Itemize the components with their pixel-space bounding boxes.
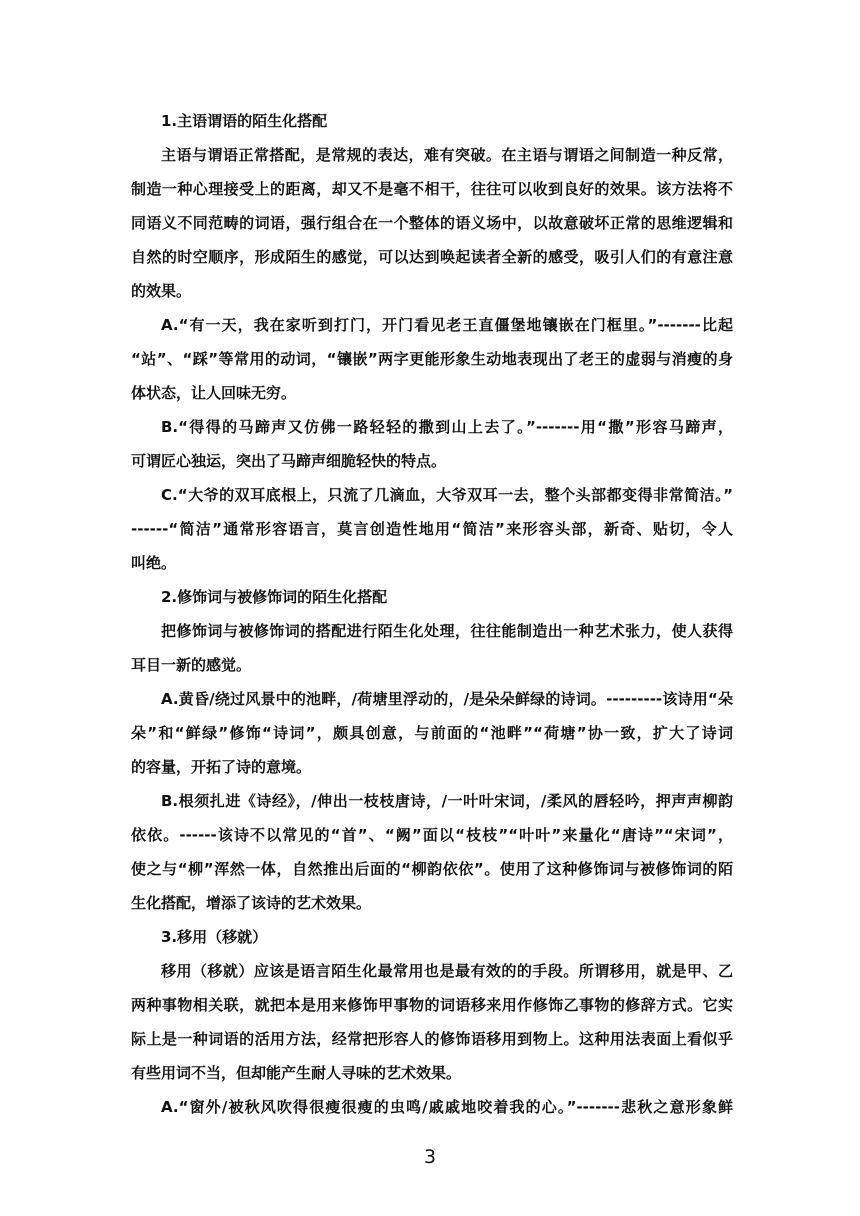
- text-line: 2.修饰词与被修饰词的陌生化搭配: [161, 588, 388, 606]
- text-line: 使之与“柳”浑然一体，自然推出后面的“柳韵依依”。使用了这种修饰词与被修饰词的陌: [131, 860, 733, 878]
- text-line: A.黄昏/绕过风景中的池畔，/荷塘里浮动的，/是朵朵鲜绿的诗词。---------该诗用“朵: [161, 690, 733, 708]
- text-line: 1.主语谓语的陌生化搭配: [161, 112, 328, 130]
- text-line: 把修饰词与被修饰词的搭配进行陌生化处理，往往能制造出一种艺术张力，使人获得: [161, 622, 733, 640]
- text-line: “站”、“踩”等常用的动词，“镶嵌”两字更能形象生动地表现出了老王的虚弱与消瘦的身: [131, 350, 733, 368]
- text-line: 耳目一新的感觉。: [131, 656, 252, 674]
- text-line: ------“简洁”通常形容语言，莫言创造性地用“简洁”来形容头部，新奇、贴切，令人: [131, 520, 733, 538]
- text-line: 移用（移就）应该是语言陌生化最常用也是最有效的的手段。所谓移用，就是甲、乙: [161, 962, 733, 980]
- text-line: B.“得得的马蹄声又仿佛一路轻轻的撒到山上去了。”-------用“撒”形容马蹄声，: [161, 418, 733, 436]
- text-line: 主语与谓语正常搭配，是常规的表达，难有突破。在主语与谓语之间制造一种反常，: [161, 146, 733, 164]
- text-line: 际上是一种词语的活用方法，经常把形容人的修饰语移用到物上。这种用法表面上看似乎: [131, 1030, 733, 1048]
- text-line: 制造一种心理接受上的距离，却又不是毫不相干，往往可以收到良好的效果。该方法将不: [131, 180, 733, 198]
- text-line: 自然的时空顺序，形成陌生的感觉，可以达到唤起读者全新的感受，吸引人们的有意注意: [131, 248, 733, 266]
- text-line: 朵”和“鲜绿”修饰“诗词”，颇具创意，与前面的“池畔”“荷塘”协一致，扩大了诗词: [131, 724, 733, 742]
- text-line: 依依。------该诗不以常见的“首”、“阙”面以“枝枝”“叶叶”来量化“唐诗”“宋词”，: [131, 826, 733, 844]
- text-line: C.“大爷的双耳底根上，只流了几滴血，大爷双耳一去，整个头部都变得非常简洁。”: [161, 486, 733, 504]
- document-body: [131, 104, 733, 1124]
- text-line: 体状态，让人回味无穷。: [131, 384, 297, 402]
- text-line: B.根须扎进《诗经》，/伸出一枝枝唐诗，/一叶叶宋词，/柔风的唇轻吟，押声声柳韵: [161, 792, 733, 810]
- text-line: 同语义不同范畴的词语，强行组合在一个整体的语义场中，以故意破坏正常的思维逻辑和: [131, 214, 733, 232]
- text-line: A.“有一天，我在家听到打门，开门看见老王直僵堡地镶嵌在门框里。”-------比起: [161, 316, 733, 334]
- text-line: 可谓匠心独运，突出了马蹄声细脆轻快的特点。: [131, 452, 447, 470]
- text-line: 生化搭配，增添了该诗的艺术效果。: [131, 894, 372, 912]
- text-line: 的效果。: [131, 282, 192, 300]
- text-line: 3.移用（移就）: [161, 928, 268, 946]
- text-line: A.“窗外/被秋风吹得很瘦很瘦的虫鸣/戚戚地咬着我的心。”-------悲秋之意形象鲜: [161, 1098, 733, 1116]
- text-line: 的容量，开拓了诗的意境。: [131, 758, 312, 776]
- page-number: 3: [423, 1146, 437, 1168]
- text-line: 有些用词不当，但却能产生耐人寻味的艺术效果。: [131, 1064, 462, 1082]
- text-line: 叫绝。: [131, 554, 177, 572]
- text-line: 两种事物相关联，就把本是用来修饰甲事物的词语移来用作修饰乙事物的修辞方式。它实: [131, 996, 733, 1014]
